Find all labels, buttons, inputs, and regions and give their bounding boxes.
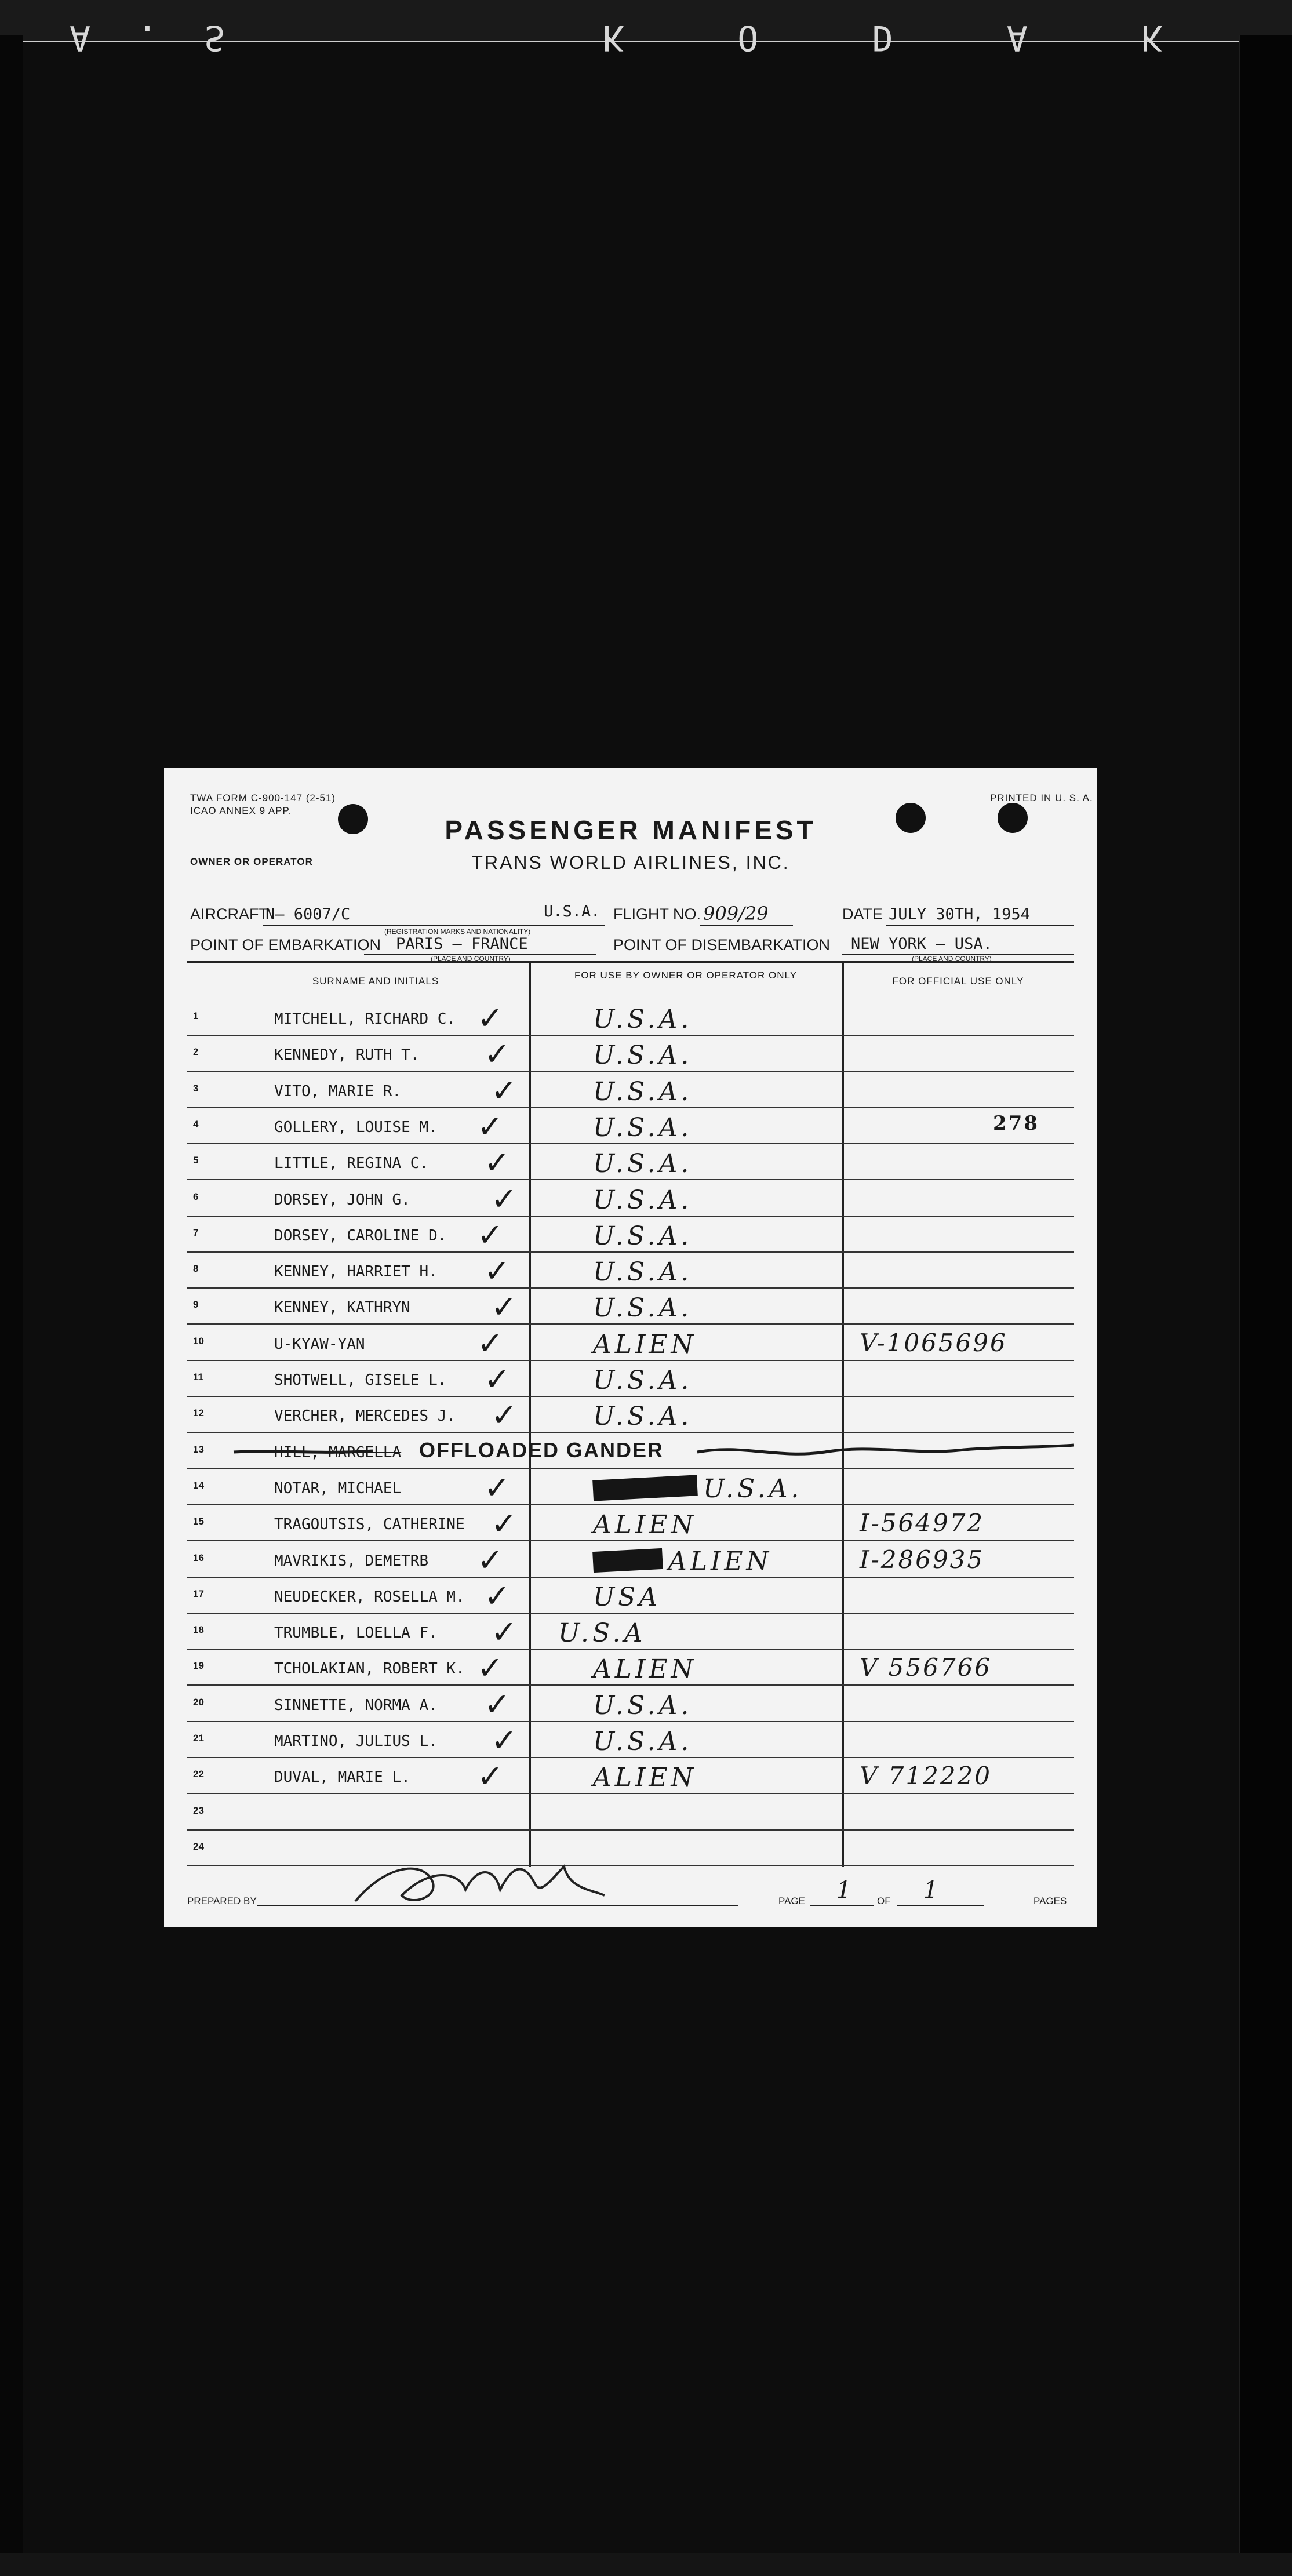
table-row xyxy=(187,1432,1074,1469)
passenger-name: VITO, MARIE R. xyxy=(274,1082,402,1100)
row-number: 5 xyxy=(193,1155,199,1166)
nationality-note: U.S.A. xyxy=(593,1690,693,1720)
aircraft-field xyxy=(190,905,268,923)
table-row xyxy=(187,1829,1074,1866)
row-number: 3 xyxy=(193,1082,199,1094)
passenger-name: U-KYAW-YAN xyxy=(274,1335,365,1353)
row-number: 1 xyxy=(193,1010,199,1021)
passenger-name: NEUDECKER, ROSELLA M. xyxy=(274,1588,465,1606)
official-note: V-1065696 xyxy=(860,1328,1007,1357)
official-note: V 556766 xyxy=(860,1653,992,1682)
nationality-note: U.S.A. xyxy=(593,1366,693,1395)
pages-label: PAGES xyxy=(1033,1895,1067,1906)
table-row xyxy=(187,1107,1074,1144)
of-value: 1 xyxy=(923,1877,938,1904)
manifest-sheet xyxy=(164,768,1097,1927)
checkmark-icon: ✓ xyxy=(491,1398,518,1433)
flight-label: FLIGHT NO. xyxy=(613,905,701,923)
passenger-name: TCHOLAKIAN, ROBERT K. xyxy=(274,1660,465,1678)
table-row xyxy=(187,1757,1074,1794)
checkmark-icon: ✓ xyxy=(477,1651,504,1686)
film-edge-top xyxy=(0,0,1292,58)
passenger-name: KENNEY, HARRIET H. xyxy=(274,1263,438,1281)
row-number: 7 xyxy=(193,1227,199,1238)
prepared-by-label: PREPARED BY xyxy=(187,1895,257,1906)
table-row xyxy=(187,1685,1074,1722)
crossed-out-mark xyxy=(592,1548,663,1572)
passenger-name: SINNETTE, NORMA A. xyxy=(274,1696,438,1714)
row-number: 18 xyxy=(193,1624,204,1636)
column-header-name: SURNAME AND INITIALS xyxy=(312,976,439,987)
nationality-note: U.S.A. xyxy=(593,1293,693,1323)
official-note: V 712220 xyxy=(860,1762,992,1791)
table-row xyxy=(187,1649,1074,1686)
row-number: 20 xyxy=(193,1696,204,1708)
checkmark-icon: ✓ xyxy=(477,1001,504,1036)
checkmark-icon: ✓ xyxy=(477,1109,504,1144)
official-note: I-564972 xyxy=(860,1509,985,1538)
nationality-note: U.S.A. xyxy=(593,1257,693,1287)
checkmark-icon: ✓ xyxy=(484,1037,511,1072)
checkmark-icon: ✓ xyxy=(491,1507,518,1542)
nationality-note: U.S.A. xyxy=(593,1112,693,1143)
row-number: 6 xyxy=(193,1191,199,1202)
table-row xyxy=(187,1324,1074,1361)
nationality-note: ALIEN xyxy=(593,1510,697,1540)
date-underline xyxy=(886,925,1074,926)
disembarkation-value: NEW YORK — USA. xyxy=(851,935,992,953)
table-row xyxy=(187,1396,1074,1433)
row-number: 15 xyxy=(193,1516,204,1527)
passenger-name: GOLLERY, LOUISE M. xyxy=(274,1118,438,1136)
nationality-note: ALIEN xyxy=(593,1763,697,1793)
nationality-note: U.S.A. xyxy=(593,1149,693,1179)
flight-underline xyxy=(700,925,793,926)
film-edge-left xyxy=(0,35,23,2576)
table-row xyxy=(187,1287,1074,1325)
place-note-disembark: (PLACE AND COUNTRY) xyxy=(912,955,992,963)
nationality-note: U.S.A. xyxy=(593,1040,693,1071)
table-row xyxy=(187,1613,1074,1650)
aircraft-underline xyxy=(263,925,605,926)
table-row xyxy=(187,1468,1074,1505)
checkmark-icon: ✓ xyxy=(477,1759,504,1795)
row-number: 13 xyxy=(193,1443,204,1455)
registration-note: (REGISTRATION MARKS AND NATIONALITY) xyxy=(384,927,531,936)
page-label: PAGE xyxy=(778,1895,805,1906)
row-number: 2 xyxy=(193,1046,199,1058)
checkmark-icon: ✓ xyxy=(484,1362,511,1397)
passenger-name: HILL, MARGELLA xyxy=(274,1443,402,1461)
passenger-name: TRUMBLE, LOELLA F. xyxy=(274,1624,438,1642)
date-label: DATE xyxy=(842,905,883,923)
flight-value: 909/29 xyxy=(703,903,769,925)
table-row xyxy=(187,1035,1074,1072)
passenger-name: SHOTWELL, GISELE L. xyxy=(274,1371,447,1389)
passenger-name: VERCHER, MERCEDES J. xyxy=(274,1407,456,1425)
row-number: 8 xyxy=(193,1263,199,1275)
nationality-note: ALIEN xyxy=(593,1654,697,1684)
table-row xyxy=(187,1216,1074,1253)
column-header-owner: FOR USE BY OWNER OR OPERATOR ONLY xyxy=(574,970,798,981)
aircraft-value: N— 6007/C xyxy=(265,905,351,923)
row-number: 21 xyxy=(193,1733,204,1744)
place-note: (PLACE AND COUNTRY) xyxy=(431,955,511,963)
row-number: 19 xyxy=(193,1660,204,1672)
checkmark-icon: ✓ xyxy=(484,1578,511,1614)
row-number: 9 xyxy=(193,1299,199,1311)
passenger-name: DUVAL, MARIE L. xyxy=(274,1769,410,1787)
row-number: 16 xyxy=(193,1552,204,1563)
table-row xyxy=(187,1577,1074,1614)
page-title: PASSENGER MANIFEST xyxy=(445,815,817,845)
passenger-name: DORSEY, CAROLINE D. xyxy=(274,1227,447,1245)
checkmark-icon: ✓ xyxy=(491,1290,518,1325)
date-value: JULY 30TH, 1954 xyxy=(889,905,1030,923)
aircraft-country: U.S.A. xyxy=(544,903,600,920)
nationality-note: ALIEN xyxy=(668,1546,772,1576)
airline-name: TRANS WORLD AIRLINES, INC. xyxy=(471,852,790,873)
embarkation-label: POINT OF EMBARKATION xyxy=(190,936,381,954)
passenger-table xyxy=(187,961,1074,1867)
checkmark-icon: ✓ xyxy=(484,1470,511,1505)
nationality-note: U.S.A. xyxy=(593,1185,693,1215)
nationality-note: U.S.A xyxy=(558,1618,646,1649)
crossed-out-mark xyxy=(592,1475,698,1501)
nationality-note: U.S.A. xyxy=(593,1402,693,1432)
checkmark-icon: ✓ xyxy=(491,1073,518,1108)
passenger-name: MITCHELL, RICHARD C. xyxy=(274,1010,456,1028)
row-number: 14 xyxy=(193,1479,204,1491)
strike-wave-line xyxy=(187,1432,1074,1468)
table-row xyxy=(187,1071,1074,1108)
checkmark-icon: ✓ xyxy=(484,1254,511,1289)
film-edge-text-left: A.S xyxy=(70,17,272,58)
passenger-name: KENNEY, KATHRYN xyxy=(274,1299,410,1317)
checkmark-icon: ✓ xyxy=(491,1723,518,1758)
table-row xyxy=(187,1143,1074,1180)
table-row xyxy=(187,1180,1074,1217)
row-number: 12 xyxy=(193,1407,204,1419)
column-header-official: FOR OFFICIAL USE ONLY xyxy=(892,976,1024,987)
printed-in-label: PRINTED IN U. S. A. xyxy=(990,792,1093,803)
table-row xyxy=(187,1793,1074,1831)
row-number: 10 xyxy=(193,1335,204,1347)
table-row xyxy=(187,1541,1074,1578)
row-number: 24 xyxy=(193,1840,204,1852)
table-row xyxy=(187,1504,1074,1541)
aircraft-label: AIRCRAFT xyxy=(190,905,268,923)
film-edge-right xyxy=(1239,35,1292,2576)
offloaded-note: OFFLOADED GANDER xyxy=(419,1438,664,1462)
embarkation-value: PARIS — FRANCE xyxy=(396,935,528,953)
table-row xyxy=(187,1360,1074,1397)
film-edge-text-right: K O D A K xyxy=(603,17,1209,58)
nationality-note: USA xyxy=(593,1582,661,1612)
of-underline xyxy=(897,1905,984,1906)
nationality-note: U.S.A. xyxy=(593,1221,693,1251)
table-row xyxy=(187,1721,1074,1758)
row-number: 4 xyxy=(193,1118,199,1130)
passenger-name: DORSEY, JOHN G. xyxy=(274,1191,410,1209)
nationality-note: U.S.A. xyxy=(593,1076,693,1107)
row-number: 23 xyxy=(193,1804,204,1816)
checkmark-icon: ✓ xyxy=(477,1217,504,1253)
passenger-name: KENNEDY, RUTH T. xyxy=(274,1046,420,1064)
table-row xyxy=(187,999,1074,1036)
row-number: 11 xyxy=(193,1371,203,1382)
nationality-note: U.S.A. xyxy=(703,1473,803,1504)
passenger-name: NOTAR, MICHAEL xyxy=(274,1479,402,1497)
checkmark-icon: ✓ xyxy=(477,1542,504,1578)
passenger-name: TRAGOUTSIS, CATHERINE xyxy=(274,1516,465,1534)
passenger-name: MARTINO, JULIUS L. xyxy=(274,1733,438,1750)
row-number: 22 xyxy=(193,1769,204,1780)
signature-scribble xyxy=(350,1843,628,1913)
checkmark-icon: ✓ xyxy=(484,1687,511,1722)
row-number: 17 xyxy=(193,1588,204,1599)
form-number: TWA FORM C-900-147 (2-51) xyxy=(190,792,336,803)
table-row xyxy=(187,1251,1074,1289)
disembarkation-label: POINT OF DISEMBARKATION xyxy=(613,936,831,954)
owner-operator-label: OWNER OR OPERATOR xyxy=(190,856,313,867)
page-value: 1 xyxy=(836,1877,851,1904)
official-note: I-286935 xyxy=(860,1545,985,1574)
nationality-note: U.S.A. xyxy=(593,1727,693,1756)
passenger-name: MAVRIKIS, DEMETRB xyxy=(274,1552,429,1570)
checkmark-icon: ✓ xyxy=(484,1145,511,1181)
nationality-note: U.S.A. xyxy=(593,1005,693,1034)
of-label: OF xyxy=(877,1895,891,1906)
page-underline xyxy=(810,1905,874,1906)
film-edge-bottom xyxy=(0,2553,1292,2576)
checkmark-icon: ✓ xyxy=(477,1326,504,1361)
checkmark-icon: ✓ xyxy=(491,1615,518,1650)
passenger-name: LITTLE, REGINA C. xyxy=(274,1155,429,1173)
checkmark-icon: ✓ xyxy=(491,1181,518,1217)
icao-reference: ICAO ANNEX 9 APP. xyxy=(190,805,292,816)
official-note: 278 xyxy=(993,1111,1039,1135)
nationality-note: ALIEN xyxy=(593,1329,697,1359)
